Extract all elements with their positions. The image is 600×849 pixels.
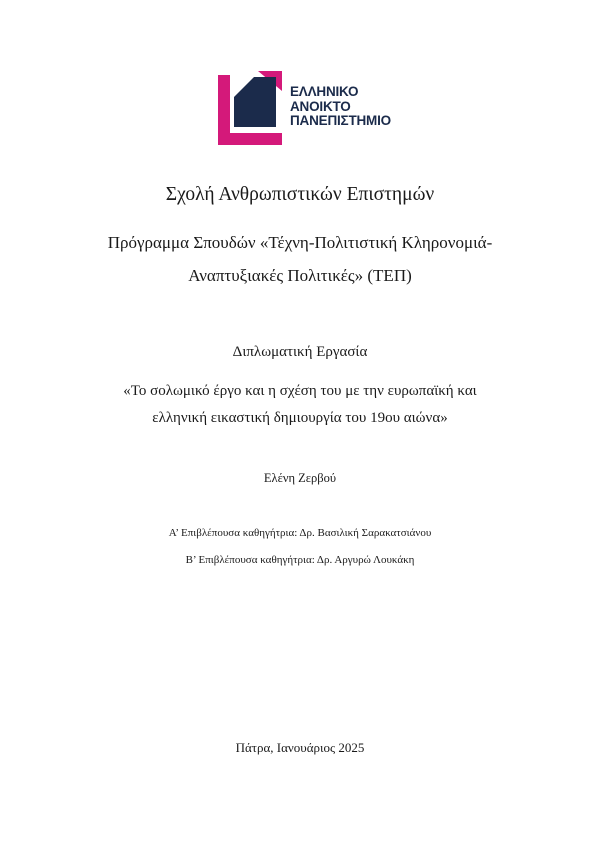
logo-line-1: ΕΛΛΗΝΙΚΟ bbox=[290, 84, 359, 99]
place-date: Πάτρα, Ιανουάριος 2025 bbox=[235, 740, 365, 755]
logo-emblem-icon bbox=[218, 71, 288, 145]
thesis-title-line-1: «Το σολωμικό έργο και η σχέση του με την ευρωπαϊκή και bbox=[123, 383, 477, 399]
second-supervisor: Β’ Επιβλέπουσα καθηγήτρια: Δρ. Αργυρώ Λουκάκη bbox=[185, 554, 415, 566]
logo-line-3: ΠΑΝΕΠΙΣΤΗΜΙΟ bbox=[290, 113, 391, 128]
thesis-type: Διπλωματική Εργασία bbox=[232, 344, 368, 360]
logo-wordmark bbox=[290, 85, 391, 129]
thesis-title bbox=[0, 378, 600, 432]
university-logo bbox=[218, 71, 418, 145]
first-supervisor: Α’ Επιβλέπουσα καθηγήτρια: Δρ. Βασιλική Σαρακατσιάνου bbox=[168, 527, 432, 539]
program-title bbox=[0, 226, 600, 292]
program-line-1: Πρόγραμμα Σπουδών «Τέχνη-Πολιτιστική Κληρονομιά- bbox=[107, 233, 493, 252]
author-name: Ελένη Ζερβού bbox=[263, 471, 337, 485]
school-name: Σχολή Ανθρωπιστικών Επιστημών bbox=[165, 184, 435, 205]
thesis-title-line-2: ελληνική εικαστική δημιουργία του 19ου αιώνα» bbox=[152, 410, 448, 426]
program-line-2: Αναπτυξιακές Πολιτικές» (ΤΕΠ) bbox=[188, 266, 412, 285]
logo-line-2: ΑΝΟΙΚΤΟ bbox=[290, 98, 351, 114]
